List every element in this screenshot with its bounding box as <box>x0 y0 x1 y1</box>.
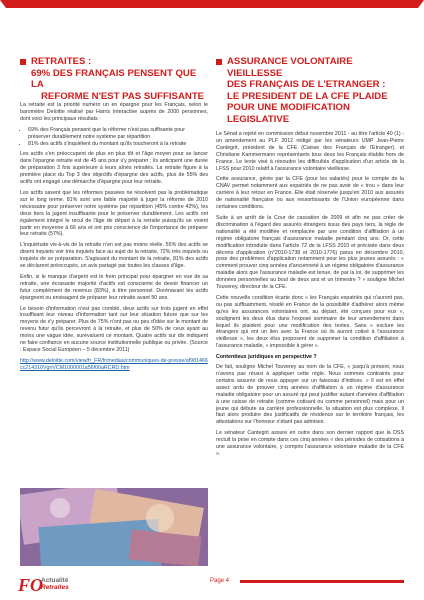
title-line: RETRAITES : <box>31 56 92 67</box>
footer-accent-bar <box>240 580 404 583</box>
section-subheading: Contentieux juridiques en perspective ? <box>216 354 317 361</box>
paragraph: Suite à un arrêt de la Cour de cassation de 2009 et afin ne pas créer de discrimination à l'égard des assurés étrangers issus des pays tiers, la règle de nationalité a été modifiée et remplacée par une condition d'affiliation à un régime obligatoire français d'assurance maladie pendant cinq ans. Or, cette modification introduite dans l'article 72 de la LFSS 2010 et précisée dans deux décrets d'application (n°2010-1738 et 2010-1776) parus en décembre 2010, pose des problèmes d'application notamment pour les plus jeunes assurés : « comment prouver cinq années d'ancienneté à un régime obligatoire d'assurance maladie alors que l'assurance maladie est tenue, de par la loi, de supprimer les données personnelles au bout de deux ans et un trimestre ? » souligne Michel Touverey, directeur de la CFE. <box>216 214 404 291</box>
banknotes-photo <box>20 488 208 566</box>
right-article-header <box>216 56 406 125</box>
list-item: • 69% des Français pensent que la réforme n'est pas suffisante pour préserver durablement notre système par répartition <box>28 127 208 141</box>
paragraph: Le Sénat a rejeté en commission début novembre 2011 - au titre l'article 40 (1) - un amendement au PLF 2012 rédigé par les sénateurs UMP Jean-Pierre Cantegrit, président de la CFE (Caisse des Français de l'Etranger), et Christiane Kammermann représentants tous deux les Français établis hors de France. Le texte visé à résoudre les difficultés d'application d'un article de la LFSS pour 2010 relatif à l'assurance volontaire vieillesse. <box>216 131 404 172</box>
source-link[interactable]: http://www.deloitte.com/view/fr_FR/fr/medias/communiques-de-presse/af981466cc214310VgnVCM1000001a56f00aRCRD.htm <box>20 357 208 371</box>
paragraph: Cette nouvelle condition écarte donc « les Français expatriés qui n'auront pas, ou pas suffisamment, résidé en France de la possibilité d'adhérer alors même qu'ex les assurances volontaires ont, au départ, été conçues pour eux », soulignent les deux élus dans l'exposé sommaire de leur amendement dans lequel ils plaident pour une modification des textes. Sans « exclure les étrangers qui ont un lien avec la France où ils auront cotisé à l'assurance vieillesse », les deux élus proposent de supprimer la condition d'affiliation à l'assurance maladie, « impossible à gérer ». <box>216 294 404 350</box>
left-article-body <box>20 102 208 376</box>
title-line: LE PRESIDENT DE LA CFE PLAIDE <box>227 90 388 102</box>
left-article-header <box>20 56 210 102</box>
title-line: REFORME N'EST PAS SUFFISANTE <box>41 90 205 102</box>
paragraph: Les actifs savent que les réformes passées ne résolvent pas la problématique sur le long terme. 81% sont une faible majorité à juger la réforme de 2010 nécessaire pour préserver notre système par répartition (45% contre 42%), les deux tiers la jugent insuffisante pour le préserver durablement. Les actifs ont également intégré le recul de l'âge de départ à la retraite puisqu'ils se voient partir en moyenne à 66 ans et ont pris conscience de l'importance de préparer leur retraite (57%). <box>20 189 208 238</box>
paragraph: Cette assurance, gérée par la CFE (pour les salariés) pour le compte de la CNAV permet notamment aux expatriés de ne pas avoir de « trou » dans leur carrière à leur retour en France. Elle était réservée jusqu'en 2010 aux assurés de nationalité française ou aux ressortissants de l'Union européenne dans certaines conditions. <box>216 176 404 211</box>
logo-fo-mark: FO <box>18 575 44 595</box>
square-bullet-icon <box>20 59 26 65</box>
paragraph: Le sénateur Cantegrit assure en outre dans son dernier rapport que la DSS rectuit la prise en compte dans ces cinq années « des périodes de cotisations à une assurance volontaire, y compris l'assurance volontaire maladie de la CFE ». <box>216 430 404 457</box>
right-article-body <box>216 131 404 462</box>
square-bullet-icon <box>216 59 222 65</box>
logo-line: Actualité <box>41 577 69 584</box>
list-item: • 81% des actifs s'inquiètent du montant qu'ils toucheront à la retraite <box>28 141 208 148</box>
page-number: Page 4 <box>210 578 230 584</box>
paragraph: La retraite est la priorité numéro un en épargne pour les Français, selon le baromètre Deloitte réalisé par Harris Interactive auprès de 2000 personnes, dont voici les principaux résultats : <box>20 102 208 122</box>
paragraph: Les actifs s'en préoccupent de plus en plus tôt et l'âge moyen pour se lancer dans l'épargne retraite est de 45 ans pour s'y préparer ; ils anticipent une durée de préparation 3 fois supérieure à leurs aînés retraités. La retraite figure à la première place du Top 3 des objectifs d'épargne des actifs, plus de 55% des actifs ont engagé une démarche d'épargne pour leur retraite. <box>20 151 208 186</box>
paragraph: De fait, souligne Michel Touverey au nom de la CFE, « jusqu'à présent, nous n'avons pas réussi à appliquer cette règle. Nous sommes contraints pour certains assurés de nous appuyer sur un faisceau d'indices. » Il est en effet assez ardu de prouver cinq années d'affiliation à un régime d'assurance maladie obligatoire pour un assuré qui peut justifier autant d'années d'affiliation à une caisse de retraite (comme cotisant ou comme personnel) mais pour un jeune qui débute sa carrière professionnelle, la situation est plus complexe. Il faut alors produire des justificatifs de résidence sur le territoire français, les attestations sur l'honneur n'étant pas admises. <box>216 364 404 426</box>
right-article-title <box>227 56 406 125</box>
left-article-title <box>31 56 210 102</box>
bullet-list <box>20 127 208 148</box>
title-line: DES FRANÇAIS DE L'ETRANGER : <box>227 79 386 90</box>
paragraph: Le besoin d'information n'est pas comblé, deux actifs sur trois jugent en effet insuffisant leur niveau d'information tant sur leur situation future que sur les moyens de s'y préparer. Plus de 75% n'ont pas ou peu d'idée sur le montant de revenu futur qu'ils percevront à la retraite, et plus de 50% de ceux ayant au moins une vague idée, surévaluent ce montant. Quatre actifs sur dix indiquent ne faire confiance en aucune source institutionnelle publique ou privée. (Source : Espace Social Européen – 5 décembre 2011) <box>20 305 208 353</box>
title-line: POUR UNE MODIFICATION LEGISLATIVE <box>227 102 350 125</box>
paragraph: Enfin, si le manque d'argent est le frein principal pour épargner en vue de sa retraite, une écrasante majorité d'actifs est consciente de devoir financer un futur complément de revenus (83%), à titre personnel. Dorénavant les actifs épargnent ou envisagent de préparer leur retraite avant 50 ans. <box>20 273 208 301</box>
paragraph: L'inquiétude vis-à-vis de la retraite n'en est pas moins réelle. 55% des actifs se disent inquiets voir très inquiets face au sujet de la retraite, 72% très inquiets ou inquiets de se préparation. S'agissant du montant de la retraite, 81% des actifs se déclarent préoccupés, un avis partagé par toutes les classes d'âge. <box>20 242 208 270</box>
title-line: ASSURANCE VOLONTAIRE VIEILLESSE <box>227 56 353 79</box>
logo-line: Retraites <box>41 584 69 591</box>
logo-text <box>41 577 69 591</box>
title-line: 69% DES FRANÇAIS PENSENT QUE LA <box>31 67 197 90</box>
